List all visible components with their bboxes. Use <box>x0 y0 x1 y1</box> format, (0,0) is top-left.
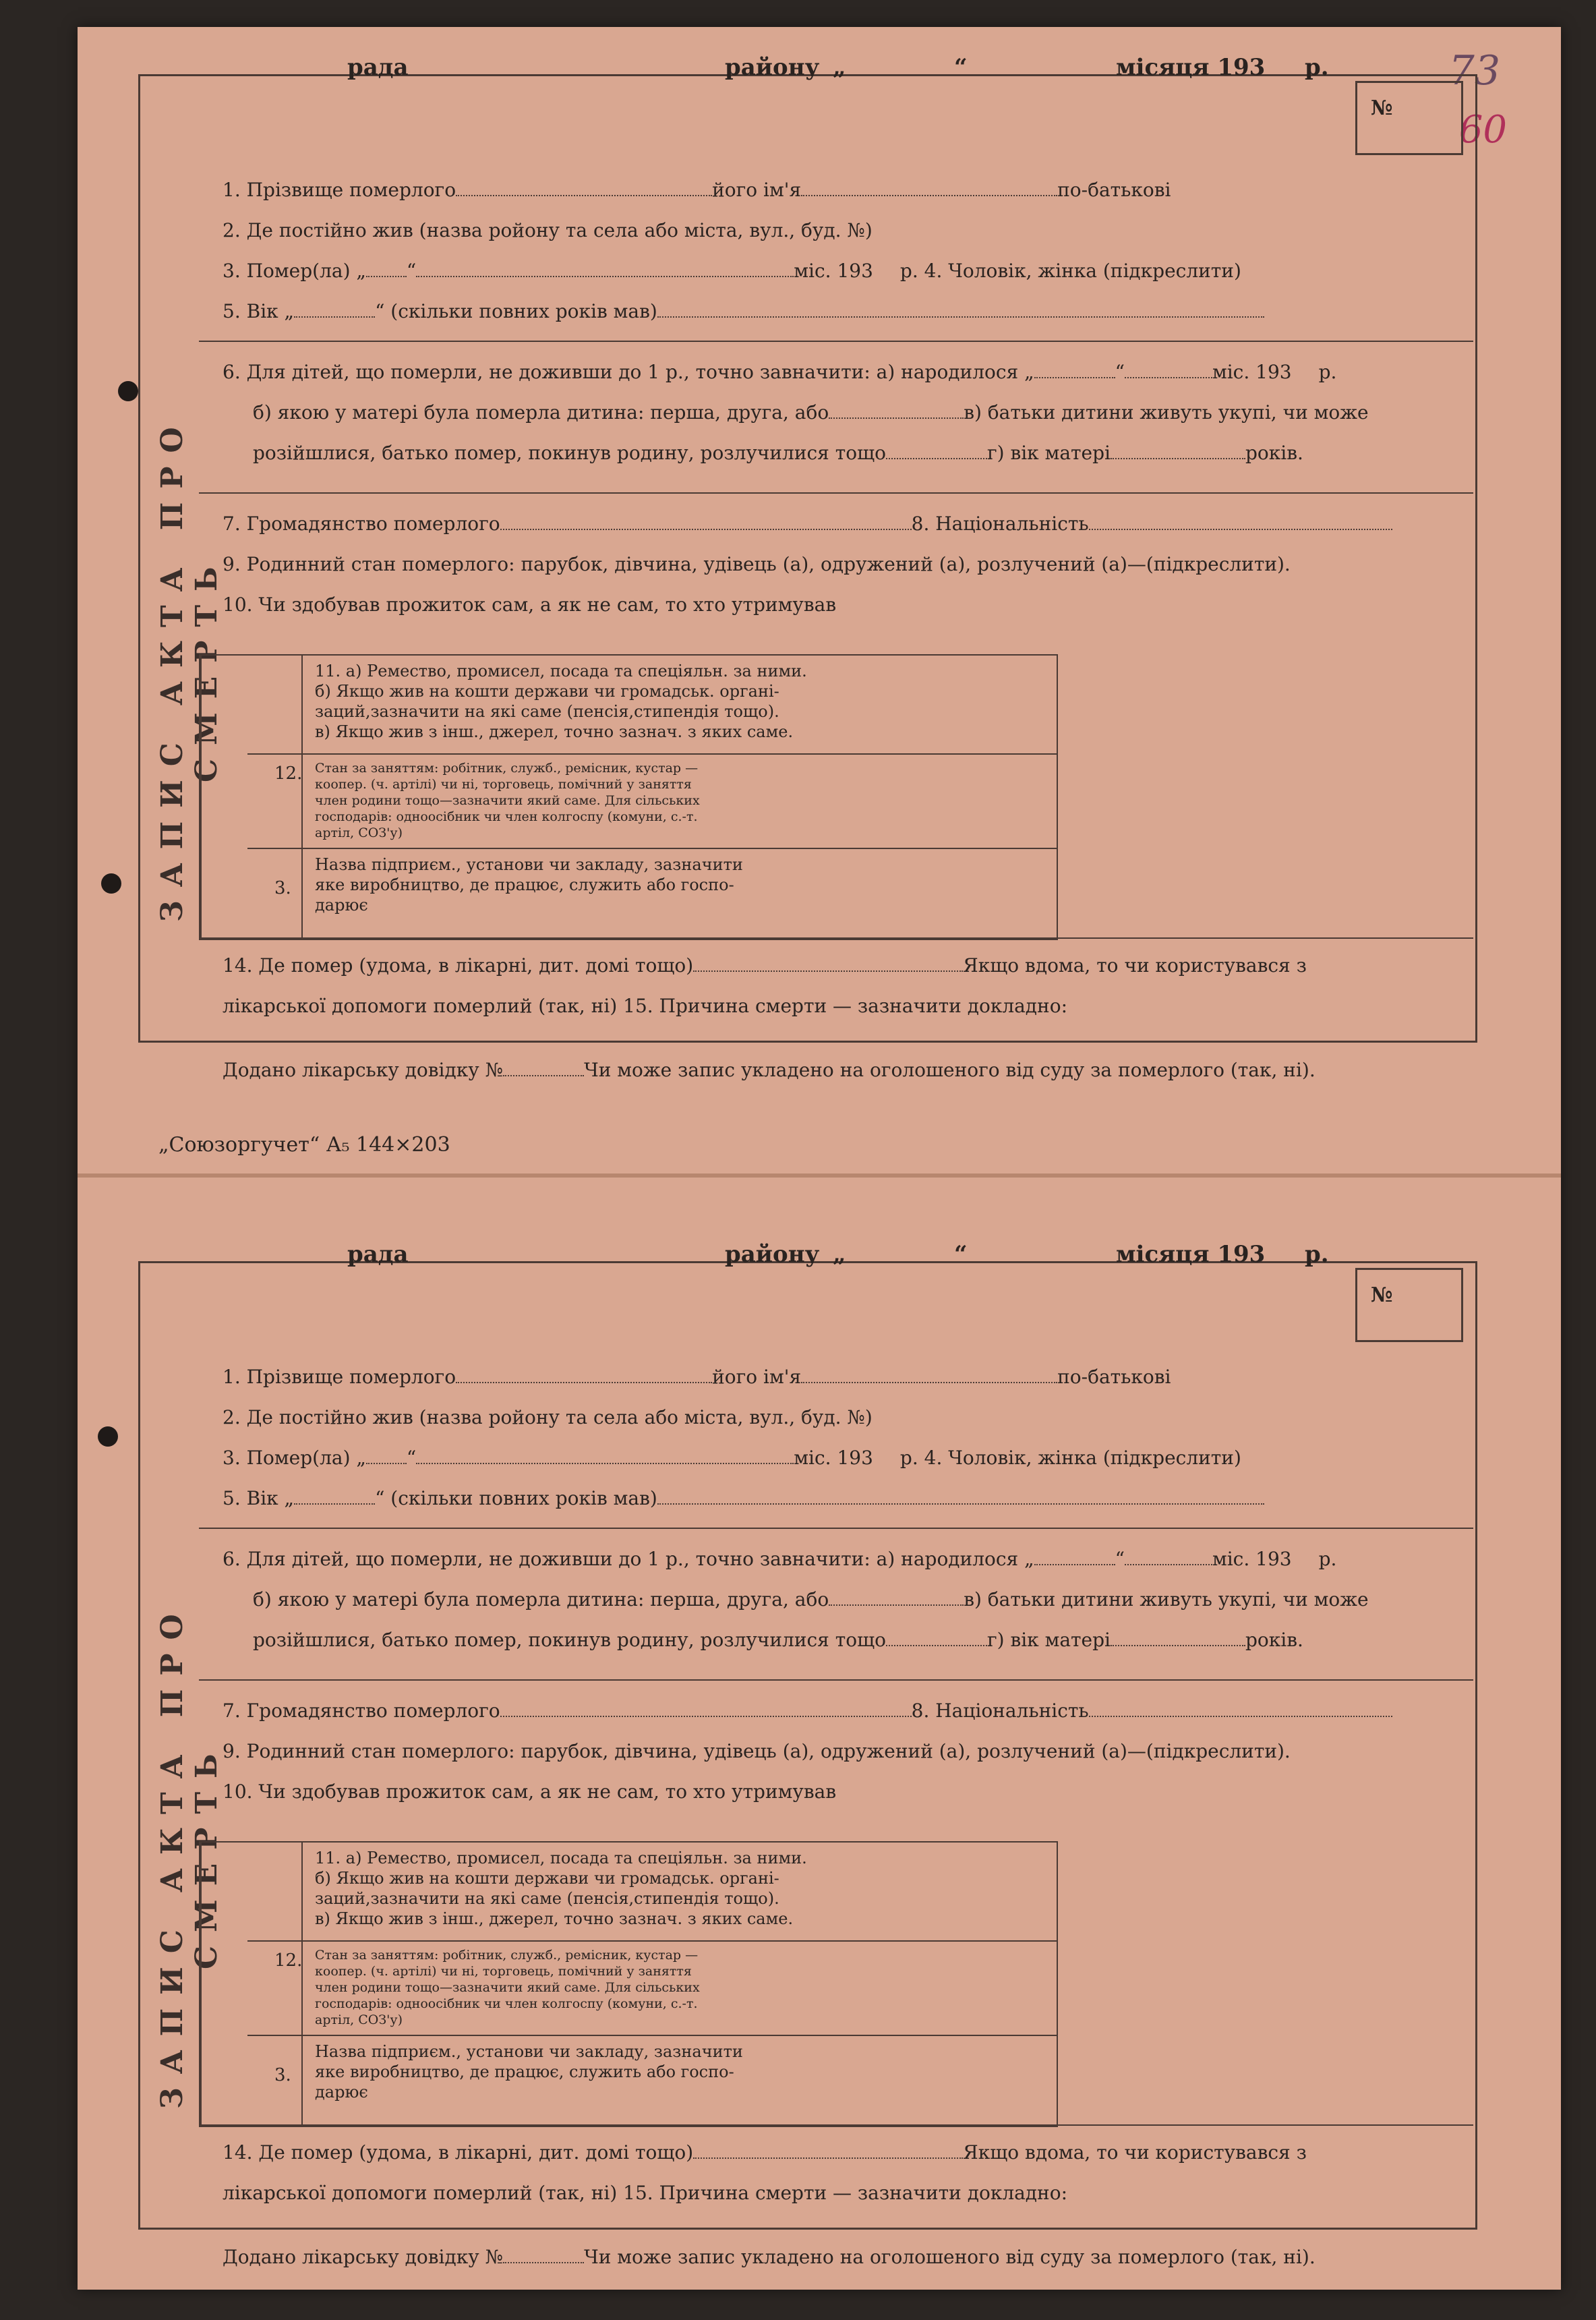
vertical-title: ЗАПИС АКТА ПРО СМЕРТЬ <box>155 1600 224 2109</box>
corner-number-red: 60 <box>1458 108 1507 152</box>
year-suffix: р. <box>1305 54 1329 81</box>
row-14b: лікарської допомоги померлий (так, ні) 15. Причина смерти — зазначити докладно: <box>223 2182 1067 2204</box>
divider <box>199 1528 1473 1529</box>
row-12-number: 12. <box>274 1950 303 1971</box>
box-separator <box>247 1940 1057 1942</box>
box-separator <box>247 753 1057 755</box>
rayonu-label: району <box>725 1241 820 1268</box>
row-3: 3. Помер(ла) „ “ міс. 193 р. 4. Чоловік, жінка (підкреслити) <box>223 1447 1241 1469</box>
row-11: 11. а) Ремество, промисел, посада та спеціяльн. за ними. б) Якщо жив на кошти держави чи громадськ. органі- заций,зазначити на які саме (пенсія,стипендія тощо). в) Якщо жив з інш., джерел, точно зазнач. з яких саме. <box>315 662 807 741</box>
row-2: 2. Де постійно жив (назва ройону та села або міста, вул., буд. №) <box>223 1406 873 1428</box>
box-column-separator <box>301 1843 303 2126</box>
row-1: 1. Прізвище померлого його ім'я по-батькові <box>223 1366 1171 1388</box>
row-14b: лікарської допомоги померлий (так, ні) 15. Причина смерти — зазначити докладно: <box>223 995 1067 1017</box>
rada-label: рада <box>347 1241 409 1268</box>
row-13-number: 3. <box>274 2065 291 2085</box>
quote-close: “ <box>954 54 968 81</box>
row-6a: 6. Для дітей, що померли, не доживши до 1 р., точно завначити: а) народилося „ “ міс. 193 р. <box>223 1548 1337 1570</box>
row-7: 7. Громадянство померлого 8. Національність <box>223 1700 1392 1722</box>
row-5: 5. Вік „ “ (скільки повних років мав) <box>223 300 1264 322</box>
row-9: 9. Родинний стан померлого: парубок, дівчина, удівець (а), одружений (а), розлучений (а)—(підкреслити). <box>223 1740 1291 1762</box>
row-10: 10. Чи здобував прожиток сам, а як не сам, то хто утримував <box>223 1780 837 1803</box>
vertical-title: ЗАПИС АКТА ПРО СМЕРТЬ <box>155 413 224 922</box>
punch-hole <box>98 1426 118 1447</box>
row-5: 5. Вік „ “ (скільки повних років мав) <box>223 1487 1264 1509</box>
box-separator <box>247 848 1057 849</box>
quote-close: “ <box>954 1241 968 1268</box>
year-suffix: р. <box>1305 1241 1329 1268</box>
row-16: Додано лікарську довідку № Чи може запис укладено на оголошеного від суду за померлого (так, ні). <box>223 1059 1316 1081</box>
row-1: 1. Прізвище померлого його ім'я по-батькові <box>223 179 1171 201</box>
record-number-box: № <box>1355 1268 1463 1342</box>
rada-label: рада <box>347 54 409 81</box>
occupation-box <box>199 654 1058 940</box>
quote-open: „ <box>833 1241 846 1268</box>
row-12: Стан за заняттям: робітник, служб., ремісник, кустар — коопер. (ч. артілі) чи ні, торговець, помічний у заняття член родини тощо—зазначити який саме. Для сільських господарів: одноосібник чи член колгоспу (комуни, с.-т. артіл, СОЗ'у) <box>315 1948 700 2027</box>
row-6c: розійшлися, батько помер, покинув родину, розлучилися тощо г) вік матері років. <box>253 1629 1303 1651</box>
row-2: 2. Де постійно жив (назва ройону та села або міста, вул., буд. №) <box>223 219 873 241</box>
row-12: Стан за заняттям: робітник, служб., ремісник, кустар — коопер. (ч. артілі) чи ні, торговець, помічний у заняття член родини тощо—зазначити який саме. Для сільських господарів: одноосібник чи член колгоспу (комуни, с.-т. артіл, СОЗ'у) <box>315 761 700 840</box>
box-column-separator <box>301 656 303 939</box>
row-9: 9. Родинний стан померлого: парубок, дівчина, удівець (а), одружений (а), розлучений (а)—(підкреслити). <box>223 553 1291 575</box>
header-line <box>78 34 1467 88</box>
divider <box>199 2124 1473 2126</box>
box-side-label <box>200 1843 249 2126</box>
header-line <box>78 1221 1467 1275</box>
row-3: 3. Помер(ла) „ “ міс. 193 р. 4. Чоловік, жінка (підкреслити) <box>223 260 1241 282</box>
fold-line <box>78 1173 1561 1178</box>
death-record-form-1 <box>78 27 1561 1157</box>
row-11: 11. а) Ремество, промисел, посада та спеціяльн. за ними. б) Якщо жив на кошти держави чи громадськ. органі- заций,зазначити на які саме (пенсія,стипендія тощо). в) Якщо жив з інш., джерел, точно зазнач. з яких саме. <box>315 1849 807 1928</box>
divider <box>199 1679 1473 1681</box>
printer-mark: „Союзоргучет“ А₅ 144×203 <box>158 1133 450 1157</box>
occupation-box <box>199 1841 1058 2127</box>
corner-number: 73 <box>1448 47 1500 94</box>
row-13: Назва підприєм., установи чи закладу, зазначити яке виробництво, де працює, служить або госпо- дарює <box>315 855 743 915</box>
row-10: 10. Чи здобував прожиток сам, а як не сам, то хто утримував <box>223 593 837 616</box>
row-6c: розійшлися, батько помер, покинув родину, розлучилися тощо г) вік матері років. <box>253 442 1303 464</box>
box-side-label <box>200 656 249 939</box>
row-14a: 14. Де помер (удома, в лікарні, дит. домі тощо) Якщо вдома, то чи користувався з <box>223 954 1307 977</box>
row-16: Додано лікарську довідку № Чи може запис укладено на оголошеного від суду за померлого (так, ні). <box>223 2246 1316 2268</box>
row-6b: б) якою у матері була померла дитина: перша, друга, або в) батьки дитини живуть укупі, чи може <box>253 401 1369 424</box>
document-sheet <box>78 27 1561 2290</box>
punch-hole <box>101 873 121 894</box>
quote-open: „ <box>833 54 846 81</box>
row-6a: 6. Для дітей, що померли, не доживши до 1 р., точно завначити: а) народилося „ “ міс. 193 р. <box>223 361 1337 383</box>
punch-hole <box>118 381 138 401</box>
rayonu-label: району <box>725 54 820 81</box>
row-13-number: 3. <box>274 878 291 898</box>
divider <box>199 937 1473 939</box>
death-record-form-2 <box>78 1214 1561 2320</box>
row-14a: 14. Де помер (удома, в лікарні, дит. домі тощо) Якщо вдома, то чи користувався з <box>223 2141 1307 2164</box>
row-6b: б) якою у матері була померла дитина: перша, друга, або в) батьки дитини живуть укупі, чи може <box>253 1588 1369 1611</box>
divider <box>199 341 1473 342</box>
divider <box>199 492 1473 494</box>
row-13: Назва підприєм., установи чи закладу, зазначити яке виробництво, де працює, служить або госпо- дарює <box>315 2042 743 2101</box>
box-separator <box>247 2035 1057 2036</box>
month-label: місяця 193 <box>1116 54 1266 81</box>
row-7: 7. Громадянство померлого 8. Національність <box>223 513 1392 535</box>
month-label: місяця 193 <box>1116 1241 1266 1268</box>
row-12-number: 12. <box>274 763 303 784</box>
record-number-box: № <box>1355 81 1463 155</box>
